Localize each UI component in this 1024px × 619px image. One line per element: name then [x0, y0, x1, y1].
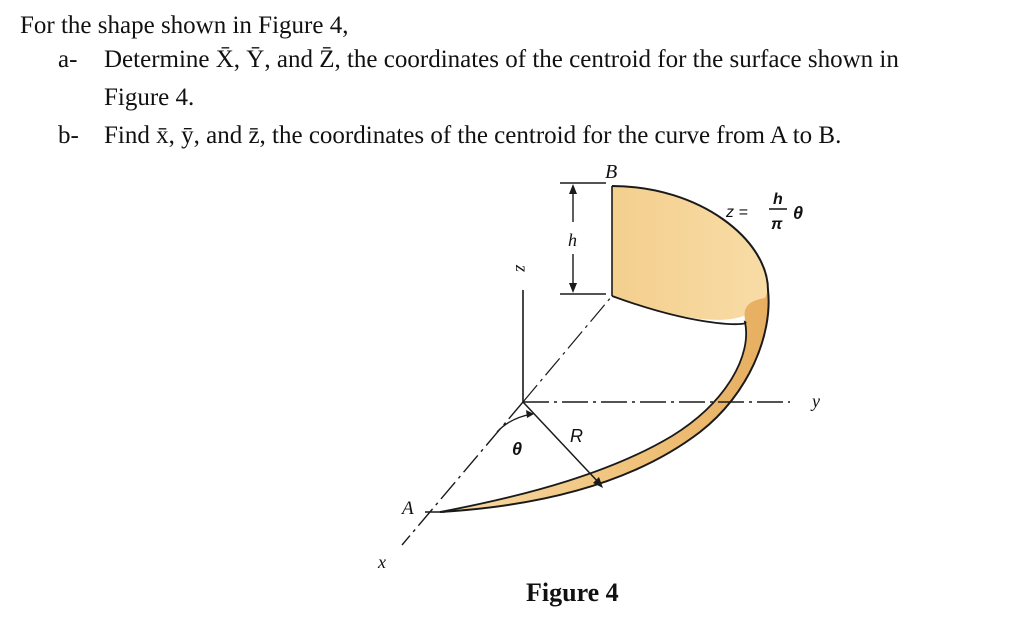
part-b-text: Find x̄, ȳ, and z̄, the coordinates of the centroid for the curve from A to B.	[104, 122, 842, 149]
equation-variable: θ	[793, 203, 804, 223]
radius-line	[523, 402, 600, 484]
theta-arrow-icon	[526, 410, 534, 418]
label-r: R	[570, 426, 583, 446]
h-arrow-up-icon	[569, 184, 577, 194]
theta-arc	[497, 414, 532, 432]
label-theta: θ	[512, 439, 523, 459]
label-h: h	[568, 230, 577, 250]
label-y-axis: y	[812, 391, 820, 411]
equation-denominator: π	[771, 216, 783, 233]
part-b-label: b-	[58, 122, 79, 149]
label-z-axis: z	[512, 265, 532, 273]
part-a-text: Determine X̄, Ȳ, and Z̄, the coordinates of the centroid for the surface shown in	[104, 46, 899, 73]
equation-lhs: z =	[726, 204, 748, 221]
x-axis-line	[402, 402, 523, 545]
h-arrow-down-icon	[569, 283, 577, 293]
centerline-to-b	[523, 296, 612, 402]
equation-numerator: h	[773, 191, 783, 208]
label-b: B	[605, 161, 618, 183]
part-a-label: a-	[58, 46, 78, 73]
label-a: A	[402, 498, 414, 519]
problem-intro: For the shape shown in Figure 4,	[20, 12, 349, 39]
label-x-axis: x	[378, 552, 386, 572]
part-a-text-continued: Figure 4.	[104, 84, 195, 111]
figure-caption: Figure 4	[526, 578, 619, 607]
